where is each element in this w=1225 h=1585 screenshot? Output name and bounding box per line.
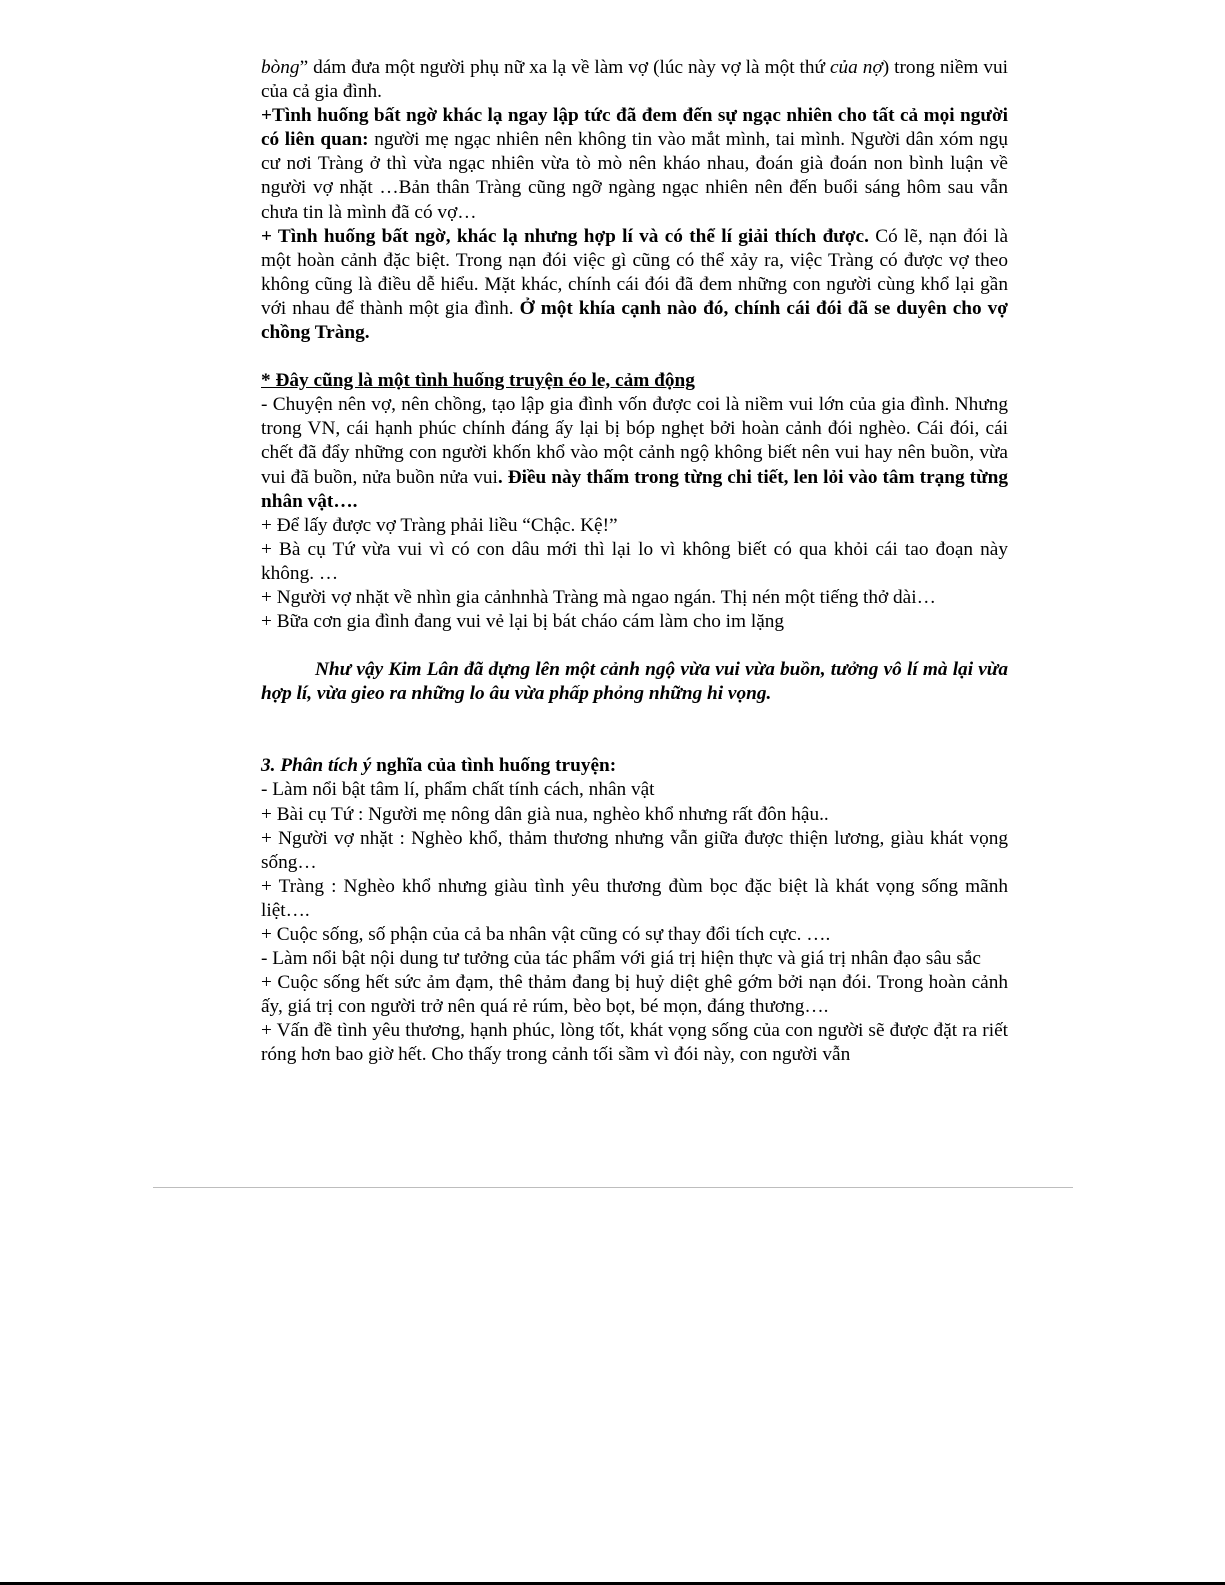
italic-text: bòng — [261, 57, 300, 78]
text: ” dám đưa một người phụ nữ xa lạ về làm vợ (lúc này vợ là một thứ — [299, 57, 830, 78]
text: ) trong niềm vui của cả gia đình. — [261, 57, 1009, 103]
paragraph — [261, 104, 1008, 224]
bold-text: . Điều này thấm trong từng chi tiết, len lỏi vào tâm trạng từng nhân vật…. — [261, 466, 1009, 512]
paragraph — [261, 56, 1008, 104]
text: Có lẽ, nạn đói là một hoàn cảnh đặc biệt. Trong nạn đói việc gì cũng có thể xảy ra, việc Tràng có được vợ theo không cũng là điều dễ hiểu. Mặt khác, chính cái đói đã đem những con người cùng khổ lại gần với nhau để thành một gia đình. — [261, 225, 1008, 319]
text: người mẹ ngạc nhiên nên không tin vào mắt mình, tai mình. Người dân xóm ngụ cư nơi Tràng ở thì vừa ngạc nhiên vừa tò mò nên kháo nhau, đoán già đoán non bình luận về người vợ nhặt …Bản thân Tràng cũng ngỡ ngàng ngạc nhiên nên đến buổi sáng hôm sau vẫn chưa tin là mình đã có vợ… — [261, 129, 1008, 223]
list-item: + Người vợ nhặt : Nghèo khổ, thảm thương nhưng vẫn giữa được thiện lương, giàu khát vọng sống… — [261, 827, 1008, 873]
paragraph — [261, 393, 1008, 513]
list-item: + Người vợ nhặt về nhìn gia cảnhnhà Tràng mà ngao ngán. Thị nén một tiếng thở dài… — [261, 586, 936, 608]
document-body — [261, 56, 1008, 1068]
section-heading: * Đây cũng là một tình huống truyện éo le, cảm động — [261, 370, 695, 392]
list-item: + Cuộc sống, số phận của cả ba nhân vật cũng có sự thay đổi tích cực. …. — [261, 924, 831, 945]
list-item: + Vấn đề tình yêu thương, hạnh phúc, lòng tốt, khát vọng sống của con người sẽ được đặt ra riết róng hơn bao giờ hết. Cho thấy trong cảnh tối sầm vì đói này, con người vẫn — [261, 1020, 1008, 1066]
section-heading: 3. Phân tích ý nghĩa của tình huống truyện: — [261, 755, 617, 777]
list-item: - Làm nổi bật nội dung tư tưởng của tác phẩm với giá trị hiện thực và giá trị nhân đạo sâu sắc — [261, 948, 981, 970]
list-item: + Bữa cơn gia đình đang vui vẻ lại bị bát cháo cám làm cho im lặng — [261, 611, 785, 633]
list-item: + Để lấy được vợ Tràng phải liều “Chậc. Kệ!” — [261, 514, 618, 536]
list-item: + Cuộc sống hết sức ảm đạm, thê thảm đang bị huỷ diệt ghê gớm bởi nạn đói. Trong hoàn cảnh ấy, giá trị con người trở nên quá rẻ rúm, bèo bọt, bé mọn, đáng thương…. — [261, 972, 1008, 1018]
list-item: + Bà cụ Tứ vừa vui vì có con dâu mới thì lại lo vì không biết có qua khỏi cái tao đoạn này không. … — [261, 538, 1008, 584]
bold-text: + Tình huống bất ngờ, khác lạ nhưng hợp lí và có thể lí giải thích được. — [261, 225, 869, 247]
bold-text: Ở một khía cạnh nào đó, chính cái đói đã se duyên cho vợ chồng Tràng. — [261, 297, 1008, 344]
summary-paragraph: Như vậy Kim Lân đã dựng lên một cảnh ngộ vừa vui vừa buồn, tưởng vô lí mà lại vừa hợp lí, vừa gieo ra những lo âu vừa phấp phỏng những hi vọng. — [261, 659, 1008, 705]
list-item: - Làm nổi bật tâm lí, phẩm chất tính cách, nhân vật — [261, 779, 655, 801]
bold-text: +Tình huống bất ngờ khác lạ ngay lập tức đã đem đến sự ngạc nhiên cho tất cả mọi người có liên quan: — [261, 105, 1008, 151]
page-divider — [153, 1187, 1073, 1188]
text: - Chuyện nên vợ, nên chồng, tạo lập gia đình vốn được coi là niềm vui lớn của gia đình. Nhưng trong VN, cái hạnh phúc chính đáng ấy lại bị bóp nghẹt bởi hoàn cảnh đói nghèo. Cái đói, cái chết đã đẩy những con người khốn khổ vào một cảnh ngộ không biết nên vui hay nên buồn, vừa vui đã buồn, nửa buồn nửa vui — [261, 394, 1008, 488]
italic-text: của nợ — [829, 57, 883, 78]
list-item: + Tràng : Nghèo khổ nhưng giàu tình yêu thương đùm bọc đặc biệt là khát vọng sống mãnh liệt…. — [261, 875, 1008, 921]
list-item: + Bài cụ Tứ : Người mẹ nông dân già nua, nghèo khổ nhưng rất đôn hậu.. — [261, 803, 829, 825]
paragraph — [261, 225, 1008, 345]
